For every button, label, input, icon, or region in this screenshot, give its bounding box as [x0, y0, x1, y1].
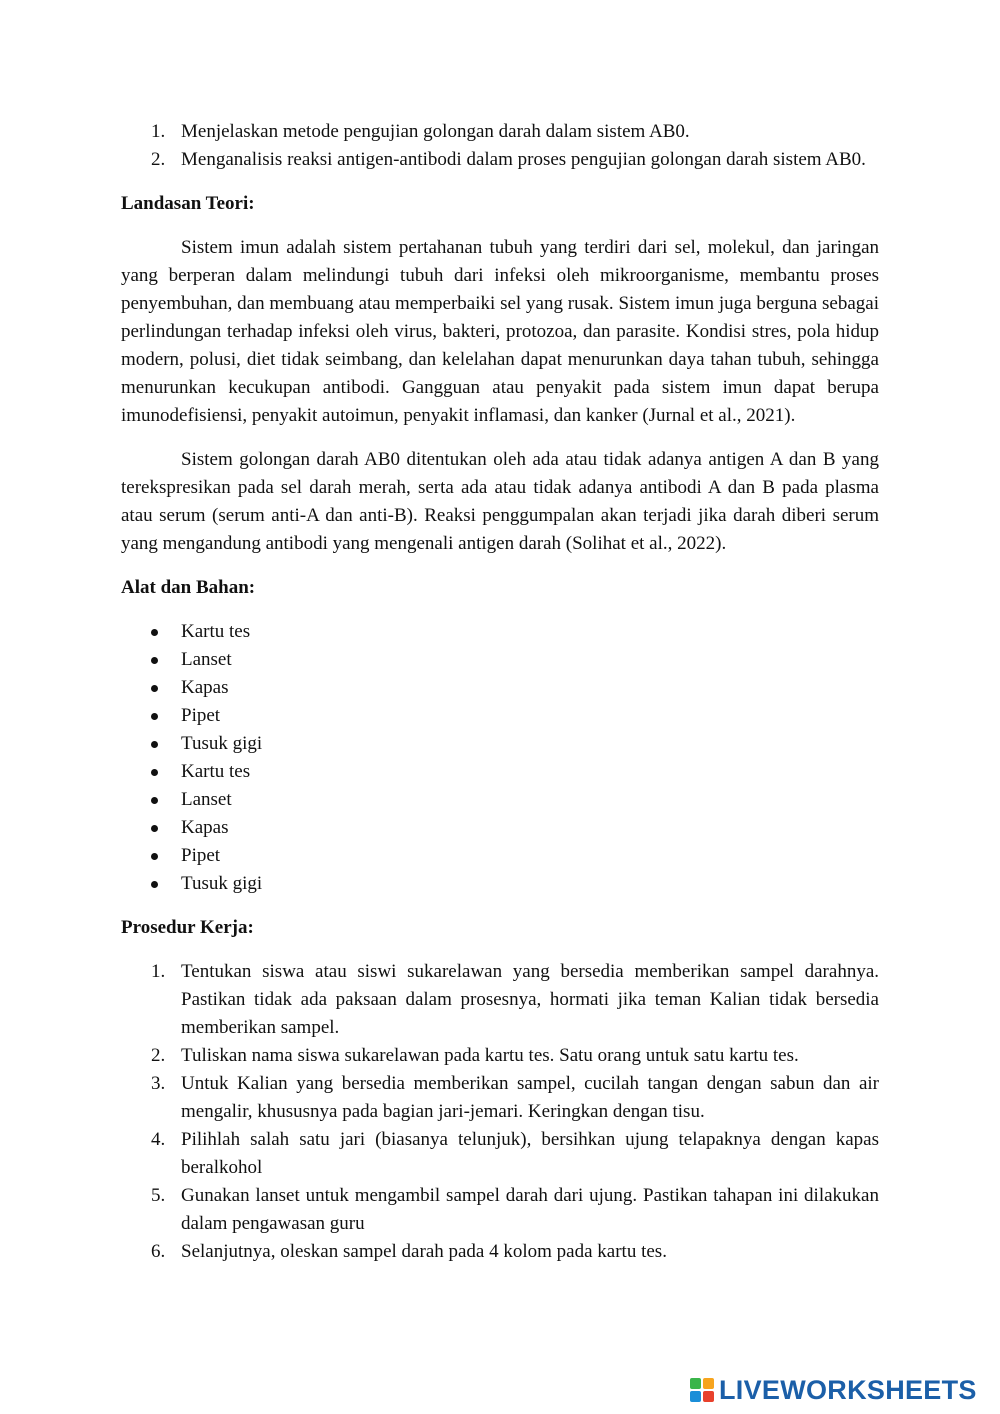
- bullet-icon: [151, 629, 158, 636]
- list-text: Kartu tes: [181, 761, 251, 782]
- list-item: [121, 842, 879, 870]
- list-text: Untuk Kalian yang bersedia memberikan sampel, cucilah tangan dengan sabun dan air mengalir, khususnya pada bagian jari-jemari. Keringkan dengan tisu.: [181, 1073, 879, 1122]
- bullet-icon: [151, 685, 158, 692]
- list-item: [121, 118, 879, 146]
- liveworksheets-logo-icon: [690, 1378, 714, 1402]
- list-item: [121, 618, 879, 646]
- list-number: 2.: [151, 1045, 166, 1066]
- list-text: Tentukan siswa atau siswi sukarelawan yang bersedia memberikan sampel darahnya. Pastikan tidak ada paksaan dalam prosesnya, hormati jika teman Kalian tidak bersedia memberikan sampel.: [181, 961, 879, 1038]
- materials-heading: Alat dan Bahan:: [121, 577, 256, 598]
- list-text: Kapas: [181, 817, 229, 838]
- list-item: [121, 730, 879, 758]
- objectives-list: [121, 118, 879, 174]
- list-text: Tuliskan nama siswa sukarelawan pada kartu tes. Satu orang untuk satu kartu tes.: [181, 1045, 799, 1066]
- list-text: Pipet: [181, 845, 221, 866]
- list-text: Pipet: [181, 705, 221, 726]
- bullet-icon: [151, 657, 158, 664]
- list-text: Menjelaskan metode pengujian golongan darah dalam sistem AB0.: [181, 121, 690, 142]
- list-text: Tusuk gigi: [181, 873, 263, 894]
- procedure-list: [121, 958, 879, 1266]
- bullet-icon: [151, 797, 158, 804]
- list-item: [121, 758, 879, 786]
- bullet-icon: [151, 825, 158, 832]
- list-item: [121, 814, 879, 842]
- list-item: [121, 1182, 879, 1238]
- bullet-icon: [151, 853, 158, 860]
- list-text: Lanset: [181, 789, 232, 810]
- list-text: Tusuk gigi: [181, 733, 263, 754]
- list-item: [121, 1070, 879, 1126]
- list-number: 1.: [151, 961, 166, 982]
- list-text: Pilihlah salah satu jari (biasanya telunjuk), bersihkan ujung telapaknya dengan kapas beralkohol: [181, 1129, 879, 1178]
- list-text: Kapas: [181, 677, 229, 698]
- materials-list: [121, 618, 879, 898]
- list-item: [121, 870, 879, 898]
- list-item: [121, 786, 879, 814]
- procedure-heading: Prosedur Kerja:: [121, 917, 254, 938]
- list-item: [121, 702, 879, 730]
- list-text: Gunakan lanset untuk mengambil sampel darah dari ujung. Pastikan tahapan ini dilakukan dalam pengawasan guru: [181, 1185, 879, 1234]
- theory-paragraph: Sistem imun adalah sistem pertahanan tubuh yang terdiri dari sel, molekul, dan jaringan yang berperan dalam melindungi tubuh dari infeksi oleh mikroorganisme, membantu proses penyembuhan, dan membuang atau memperbaiki sel yang rusak. Sistem imun juga berguna sebagai perlindungan terhadap infeksi oleh virus, bakteri, protozoa, dan parasite. Kondisi stres, pola hidup modern, polusi, diet tidak seimbang, dan kelelahan dapat menurunkan daya tahan tubuh, sehingga menurunkan kecukupan antibodi. Gangguan atau penyakit pada sistem imun dapat berupa imunodefisiensi, penyakit autoimun, penyakit inflamasi, dan kanker (Jurnal et al., 2021).: [121, 237, 879, 426]
- bullet-icon: [151, 741, 158, 748]
- list-number: 2.: [151, 149, 166, 170]
- logo-text: LIVEWORKSHEETS: [719, 1375, 977, 1405]
- list-item: [121, 958, 879, 1042]
- list-item: [121, 146, 879, 174]
- logo-tile: [703, 1378, 714, 1389]
- theory-paragraph: Sistem golongan darah AB0 ditentukan oleh ada atau tidak adanya antigen A dan B yang terekspresikan pada sel darah merah, serta ada atau tidak adanya antibodi A dan B pada plasma atau serum (serum anti-A dan anti-B). Reaksi penggumpalan akan terjadi jika darah diberi serum yang mengandung antibodi yang mengenali antigen darah (Solihat et al., 2022).: [121, 449, 879, 554]
- logo-tile: [703, 1391, 714, 1402]
- list-text: Kartu tes: [181, 621, 251, 642]
- logo-tile: [690, 1391, 701, 1402]
- list-item: [121, 646, 879, 674]
- list-number: 6.: [151, 1241, 166, 1262]
- list-item: [121, 674, 879, 702]
- list-number: 5.: [151, 1185, 166, 1206]
- list-item: [121, 1238, 879, 1266]
- list-item: [121, 1126, 879, 1182]
- bullet-icon: [151, 713, 158, 720]
- list-item: [121, 1042, 879, 1070]
- logo-tile: [690, 1378, 701, 1389]
- list-number: 1.: [151, 121, 166, 142]
- document-page: [121, 118, 879, 1266]
- theory-heading: Landasan Teori:: [121, 193, 255, 214]
- list-text: Selanjutnya, oleskan sampel darah pada 4 kolom pada kartu tes.: [181, 1241, 667, 1262]
- list-text: Lanset: [181, 649, 232, 670]
- list-number: 3.: [151, 1073, 166, 1094]
- list-number: 4.: [151, 1129, 166, 1150]
- list-text: Menganalisis reaksi antigen-antibodi dalam proses pengujian golongan darah sistem AB0.: [181, 149, 866, 170]
- liveworksheets-logo[interactable]: [690, 1374, 977, 1406]
- bullet-icon: [151, 881, 158, 888]
- bullet-icon: [151, 769, 158, 776]
